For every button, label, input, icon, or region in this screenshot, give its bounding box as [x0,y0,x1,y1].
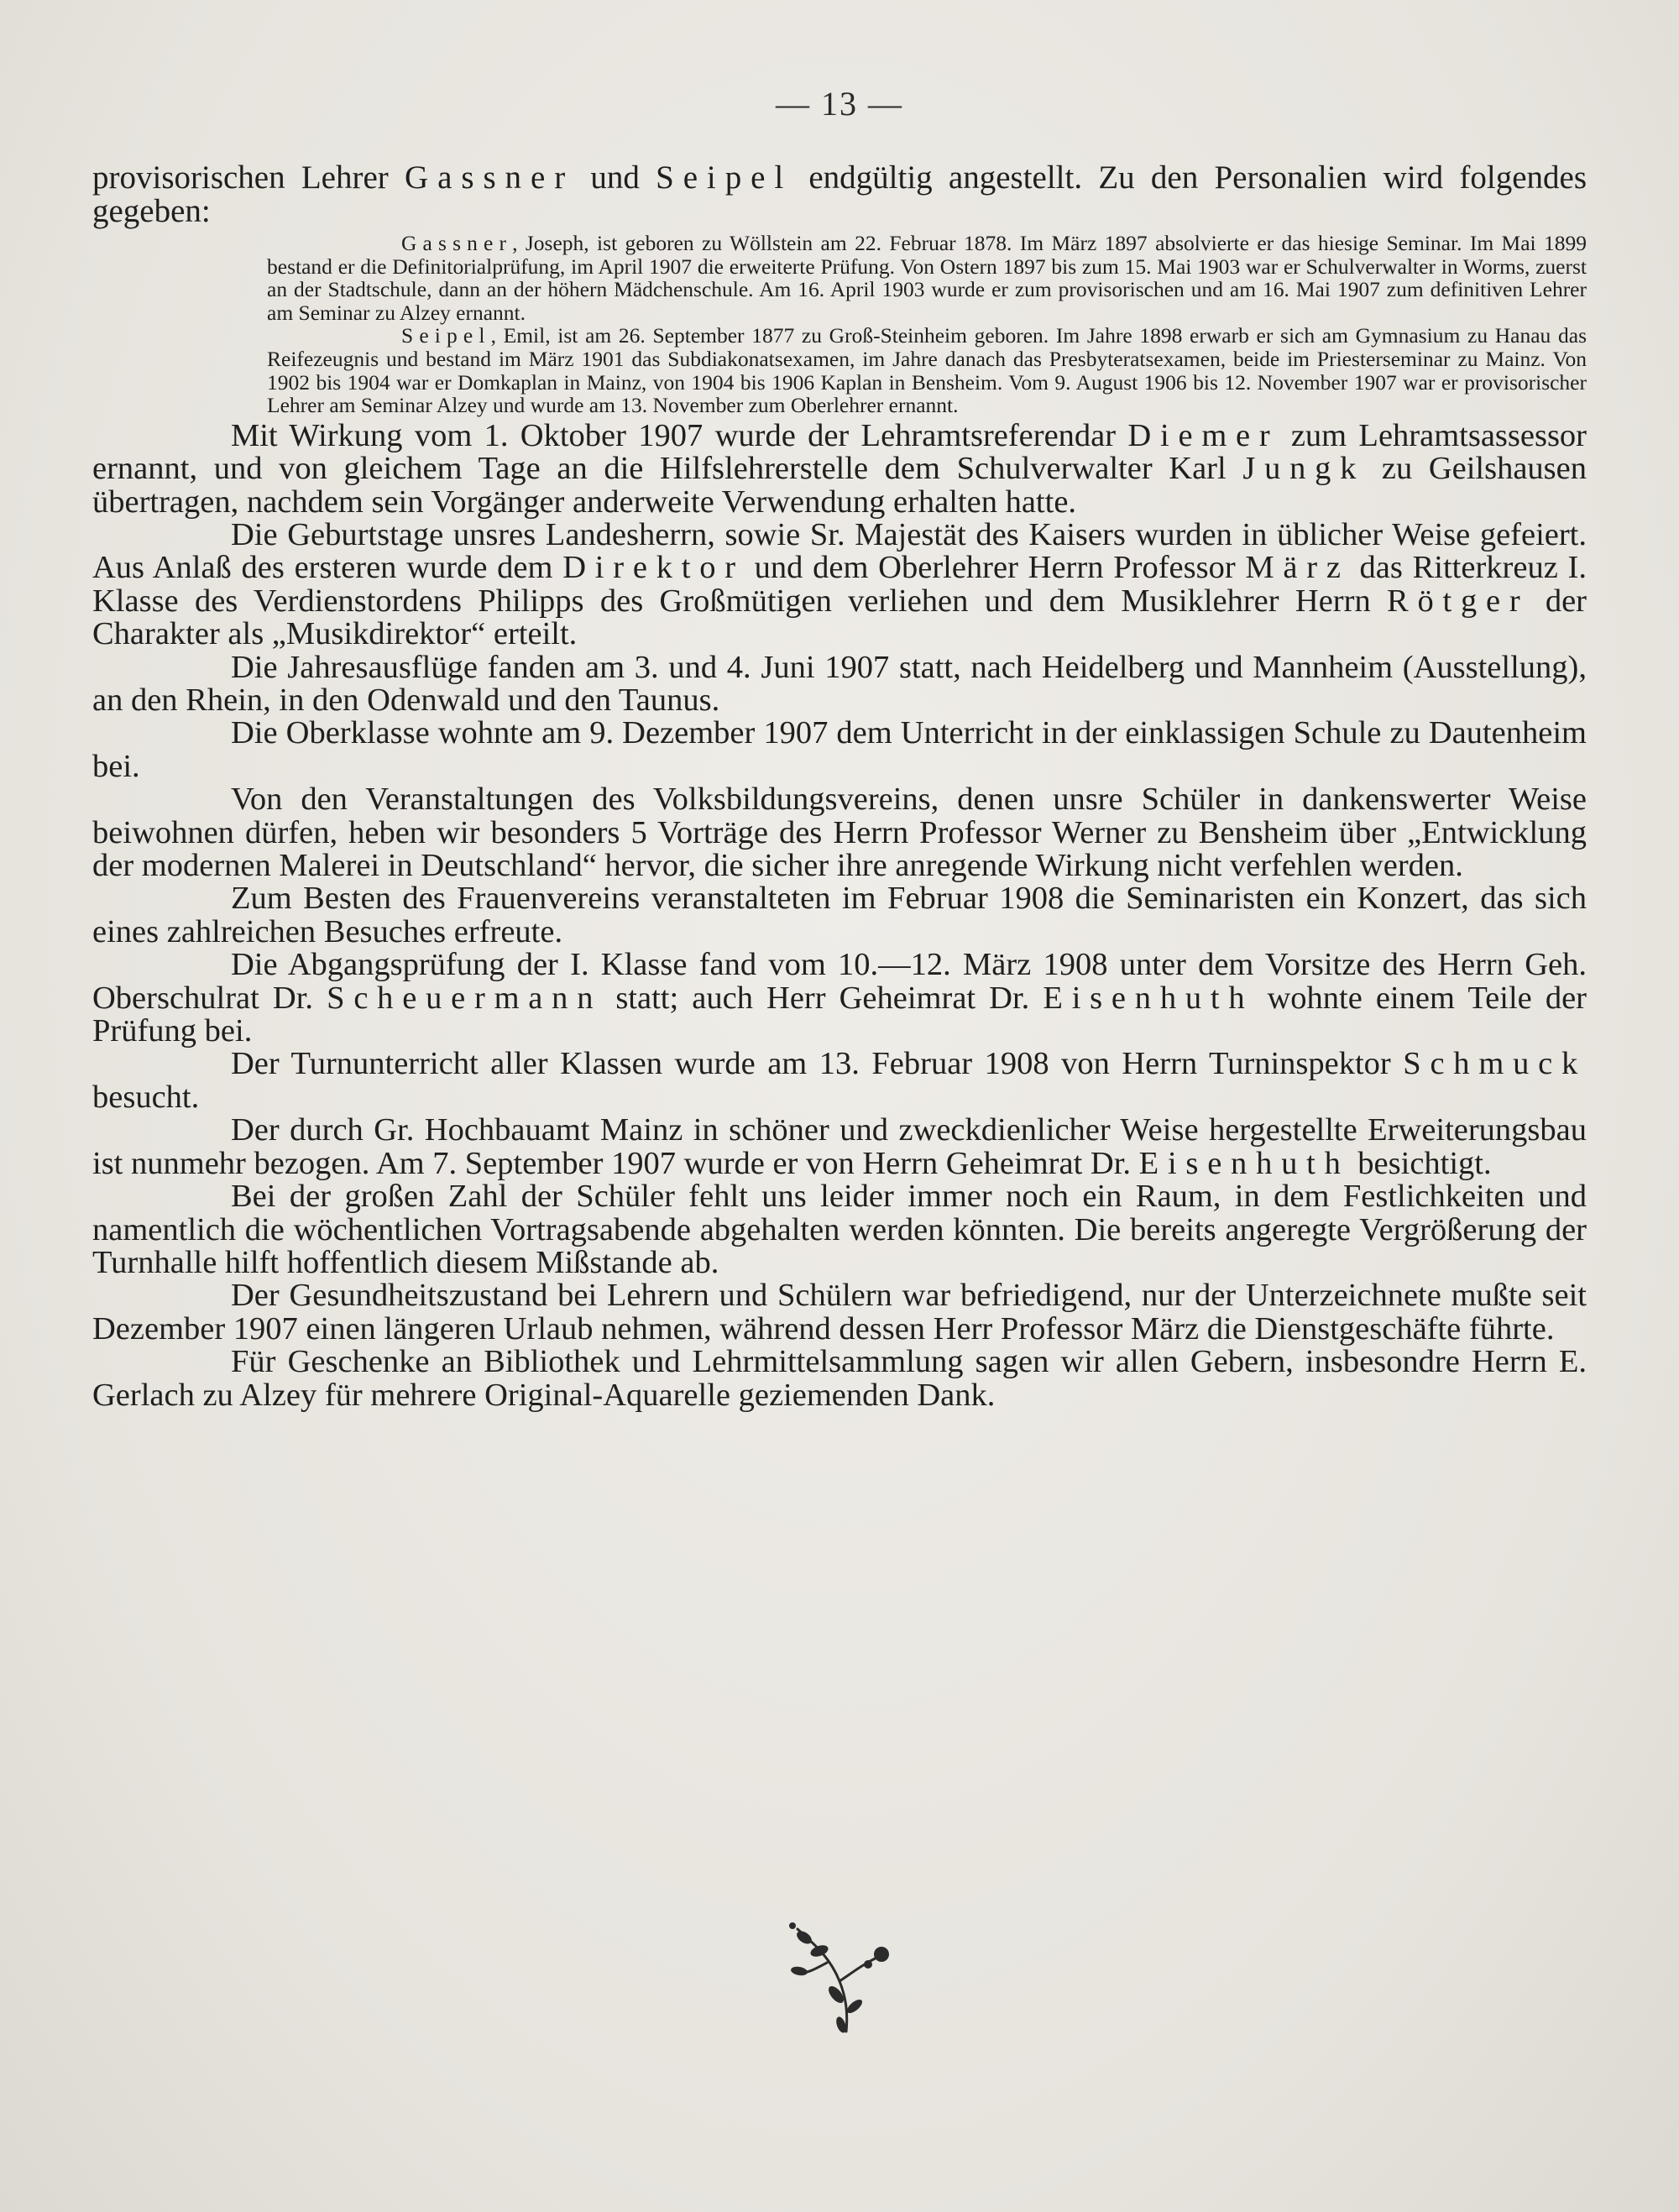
blossom [874,1947,889,1962]
text-run: zu Geilshausen übertragen, nachdem sein Vorgänger anderweite Verwendung erhalten hatte. [92,451,1587,520]
bud [864,1960,872,1969]
spaced-name: Seipel [401,323,491,348]
text-run: Mit Wirkung vom 1. Oktober 1907 wurde der Lehramtsreferendar [231,417,1128,453]
text-run: , Joseph, ist geboren zu Wöllstein am 22. Februar 1878. Im März 1897 absolvierte er das hiesige Seminar. Im Mai 1899 bestand er die Definitorialprüfung, im April 1907 die erweiterte Prüfung. Von Ostern 1897 bis zum 15. Mai 1903 war er Schulverwalter in Worms, zuerst an der Stadtschule, dann an der höhern Mädchenschule. Am 16. April 1903 wurde er zum provisorischen und am 16. Mai 1907 zum definitiven Lehrer am Seminar zu Alzey ernannt. [267,231,1587,325]
leaf [794,1928,813,1946]
paragraph-final-exam [92,949,1587,1048]
text-run: Der durch Gr. Hochbauamt Mainz in schöner und zweckdienlicher Weise hergestellte Erweiterungsbau ist nunmehr bezogen. Am 7. September 1907 wurde er von Herrn Geheimrat Dr. [92,1112,1587,1181]
spaced-name: Jungk [1242,451,1366,487]
spaced-name: Eisenhuth [1043,980,1254,1016]
paragraph-extension-building [92,1114,1587,1180]
floral-vignette-icon [781,1914,907,2040]
personnel-biographies [267,232,1587,417]
paragraph-health: Der Gesundheitszustand bei Lehrern und Schülern war befriedigend, nur der Unterzeichnete mußte seit Dezember 1907 einen längeren Urlaub nehmen, während dessen Herr Professor März die Dienstgeschäfte führte. [92,1278,1587,1347]
leaf [790,1965,808,1976]
biography-gassner [267,232,1587,324]
paragraph-birthdays [92,516,1587,652]
text-run: Der Turnunterricht aller Klassen wurde am 13. Februar 1908 von Herrn Turninspektor [231,1046,1404,1082]
branch [840,1956,880,1981]
text-run: , Emil, ist am 26. September 1877 zu Groß-Steinheim geboren. Im Jahre 1898 erwarb er sich am Gymnasium zu Hanau das Reifezeugnis und bestand im März 1901 das Subdiakonatsexamen, im Jahre danach das Presbyteratsexamen, beide im Priesterseminar zu Mainz. Von 1902 bis 1904 war er Domkaplan in Mainz, von 1904 bis 1906 Kaplan in Bensheim. Vom 9. August 1906 bis 12. November 1907 war er provisorischer Lehrer am Seminar Alzey und wurde am 13. November zum Oberlehrer ernannt. [267,323,1587,418]
opening-paragraph [92,161,1587,228]
text-run: Die Abgangsprüfung der I. Klasse fand vom 10.—12. März 1908 unter dem Vorsitze des Herrn Geh. Oberschulrat Dr. [92,947,1587,1016]
paragraph-appointments [92,417,1587,520]
spaced-name: Direktor [562,550,745,586]
text-run: und dem Oberlehrer Herrn Professor [744,550,1246,586]
spaced-name: März [1245,550,1350,586]
page-number: — 13 — [776,85,903,123]
spaced-name: Scheuermann [327,980,603,1016]
biography-seipel [267,324,1587,416]
paragraph-concert: Zum Besten des Frauenvereins veranstalteten im Februar 1908 die Seminaristen ein Konzert, das sich eines zahlreichen Besuches erfreute. [92,881,1587,949]
spaced-name: Diemer [1127,417,1279,453]
paragraph-gymnastics [92,1048,1587,1114]
paragraph-lectures: Von den Veranstaltungen des Volksbildungsvereins, denen unsre Schüler in dankenswerter Weise beiwohnen dürfen, heben wir besonders 5 Vorträge des Herrn Professor Werner zu Bensheim über „Entwicklung der modernen Malerei in Deutschland“ hervor, die sicher ihre anregende Wirkung nicht verfehlen werden. [92,782,1587,884]
page-body [92,161,1587,1412]
spaced-name: Seipel [656,159,793,196]
paragraph-excursions: Die Jahresausflüge fanden am 3. und 4. Juni 1907 statt, nach Heidelberg und Mannheim (Ausstellung), an den Rhein, in den Odenwald und den Taunus. [92,649,1587,718]
text-run: das Ritterkreuz I. Klasse des Verdienstordens Philipps des Großmütigen verliehen und dem Musiklehrer Herrn [92,550,1587,619]
spaced-name: Rötger [1387,583,1530,619]
spaced-name: Gassner [405,159,575,196]
paragraph-school-visit: Die Oberklasse wohnte am 9. Dezember 1907 dem Unterricht in der einklassigen Schule zu Dautenheim bei. [92,715,1587,784]
text-run: besichtigt. [1349,1145,1492,1181]
text-run: provisorischen Lehrer [92,159,405,196]
text-run: besucht. [92,1079,200,1115]
text-run: zum Lehramtsassessor ernannt, und von gleichem Tage an die Hilfslehrerstelle dem Schulverwalter Karl [92,417,1587,487]
text-run: endgültig angestellt. Zu den Personalien wird folgendes gegeben: [92,159,1587,229]
text-run: und [574,159,656,196]
spaced-name: Eisenhuth [1138,1145,1350,1181]
text-run: wohnte einem Teile der Prüfung bei. [92,980,1587,1049]
text-run: statt; auch Herr Geheimrat Dr. [602,980,1043,1016]
paragraph-missing-room: Bei der großen Zahl der Schüler fehlt uns leider immer noch ein Raum, in dem Festlichkeiten und namentlich die wöchentlichen Vortragsabende abgehalten werden könnten. Die bereits angeregte Vergrößerung der Turnhalle hilft hoffentlich diesem Mißstande ab. [92,1179,1587,1280]
text-run: Die Geburtstage unsres Landesherrn, sowie Sr. Majestät des Kaisers wurden in üblicher Weise gefeiert. Aus Anlaß des ersteren wurde dem [92,516,1587,586]
spaced-name: Gassner [401,231,513,255]
bud [789,1922,796,1929]
chronicle-paragraphs [92,417,1587,1413]
floral-vignette-graphic [781,1914,907,2040]
paragraph-thanks: Für Geschenke an Bibliothek und Lehrmittelsammlung sagen wir allen Gebern, insbesondre Herrn E. Gerlach zu Alzey für mehrere Original-Aquarelle geziemenden Dank. [92,1344,1587,1413]
text-run: der Charakter als „Musikdirektor“ erteilt. [92,583,1587,652]
spaced-name: Schmuck [1403,1046,1587,1082]
